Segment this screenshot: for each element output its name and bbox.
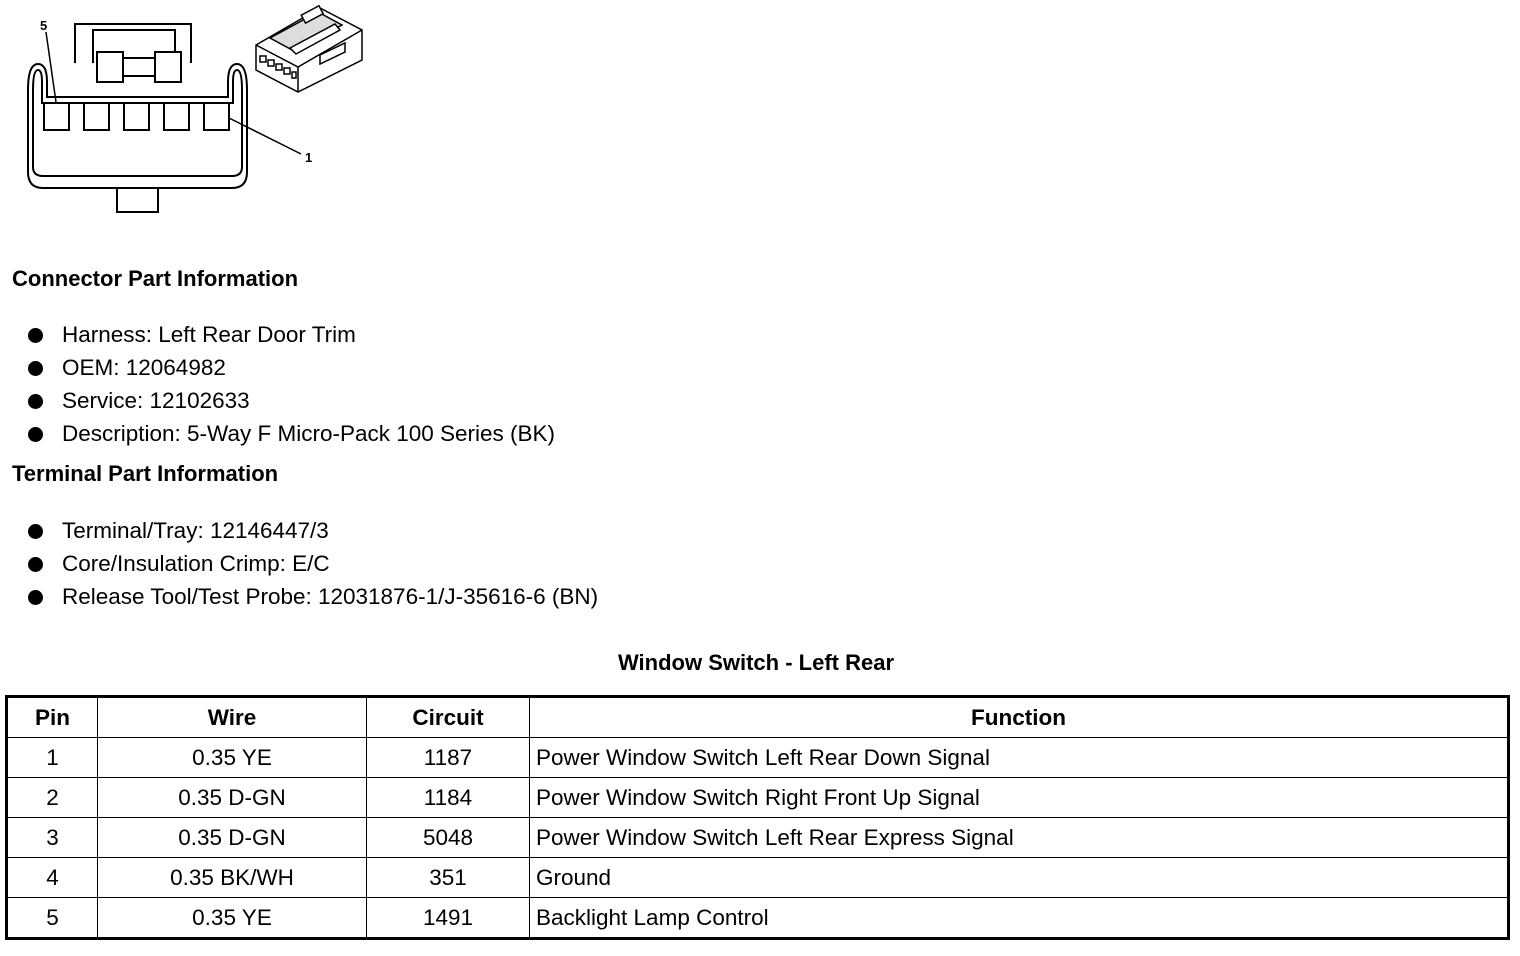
callout-1-label: 1 — [305, 150, 313, 165]
cell-wire: 0.35 D-GN — [98, 818, 367, 858]
bullet-icon — [28, 328, 43, 343]
cell-circuit: 5048 — [367, 818, 530, 858]
cell-wire: 0.35 YE — [98, 898, 367, 939]
table-title: Window Switch - Left Rear — [617, 650, 895, 675]
terminal-cavity-1 — [204, 103, 229, 130]
list-item: Harness: Left Rear Door Trim — [28, 318, 555, 351]
cell-circuit: 1187 — [367, 738, 530, 778]
cell-circuit: 351 — [367, 858, 530, 898]
header-pin: Pin — [7, 697, 98, 738]
terminal-cavity-3 — [124, 103, 149, 130]
connector-info-heading: Connector Part Information — [12, 266, 299, 291]
terminal-cavity-2 — [164, 103, 189, 130]
terminal-info-heading: Terminal Part Information — [12, 461, 279, 486]
cell-pin: 4 — [7, 858, 98, 898]
cell-wire: 0.35 YE — [98, 738, 367, 778]
header-circuit: Circuit — [367, 697, 530, 738]
cell-function: Power Window Switch Left Rear Express Signal — [530, 818, 1509, 858]
table-row — [7, 778, 1509, 818]
cell-pin: 1 — [7, 738, 98, 778]
cell-pin: 3 — [7, 818, 98, 858]
terminal-info-list — [28, 514, 598, 613]
bullet-icon — [28, 590, 43, 605]
connector-isometric-view — [256, 6, 362, 92]
header-function: Function — [530, 697, 1509, 738]
table-header-row — [7, 697, 1509, 738]
cell-function: Power Window Switch Right Front Up Signal — [530, 778, 1509, 818]
header-wire: Wire — [98, 697, 367, 738]
cell-pin: 5 — [7, 898, 98, 939]
list-item: Terminal/Tray: 12146447/3 — [28, 514, 598, 547]
bullet-icon — [28, 394, 43, 409]
bullet-icon — [28, 524, 43, 539]
pinout-table — [5, 695, 1510, 940]
cell-wire: 0.35 BK/WH — [98, 858, 367, 898]
table-row — [7, 898, 1509, 939]
connector-info-list — [28, 318, 555, 450]
cell-function: Power Window Switch Left Rear Down Signal — [530, 738, 1509, 778]
table-row — [7, 818, 1509, 858]
cell-function: Ground — [530, 858, 1509, 898]
connector-key — [117, 188, 158, 212]
list-item: Service: 12102633 — [28, 384, 555, 417]
bullet-icon — [28, 427, 43, 442]
cell-pin: 2 — [7, 778, 98, 818]
connector-diagram — [0, 0, 400, 220]
bullet-icon — [28, 361, 43, 376]
list-item: Release Tool/Test Probe: 12031876-1/J-35616-6 (BN) — [28, 580, 598, 613]
bullet-icon — [28, 557, 43, 572]
cell-wire: 0.35 D-GN — [98, 778, 367, 818]
terminal-cavity-4 — [84, 103, 109, 130]
list-item: Core/Insulation Crimp: E/C — [28, 547, 598, 580]
cell-circuit: 1491 — [367, 898, 530, 939]
cell-function: Backlight Lamp Control — [530, 898, 1509, 939]
connector-housing — [28, 64, 247, 188]
terminal-cavity-5 — [44, 103, 69, 130]
cell-circuit: 1184 — [367, 778, 530, 818]
table-row — [7, 858, 1509, 898]
list-item: OEM: 12064982 — [28, 351, 555, 384]
table-row — [7, 738, 1509, 778]
callout-1-leader — [229, 118, 301, 154]
list-item: Description: 5-Way F Micro-Pack 100 Series (BK) — [28, 417, 555, 450]
callout-5-label: 5 — [40, 18, 48, 33]
